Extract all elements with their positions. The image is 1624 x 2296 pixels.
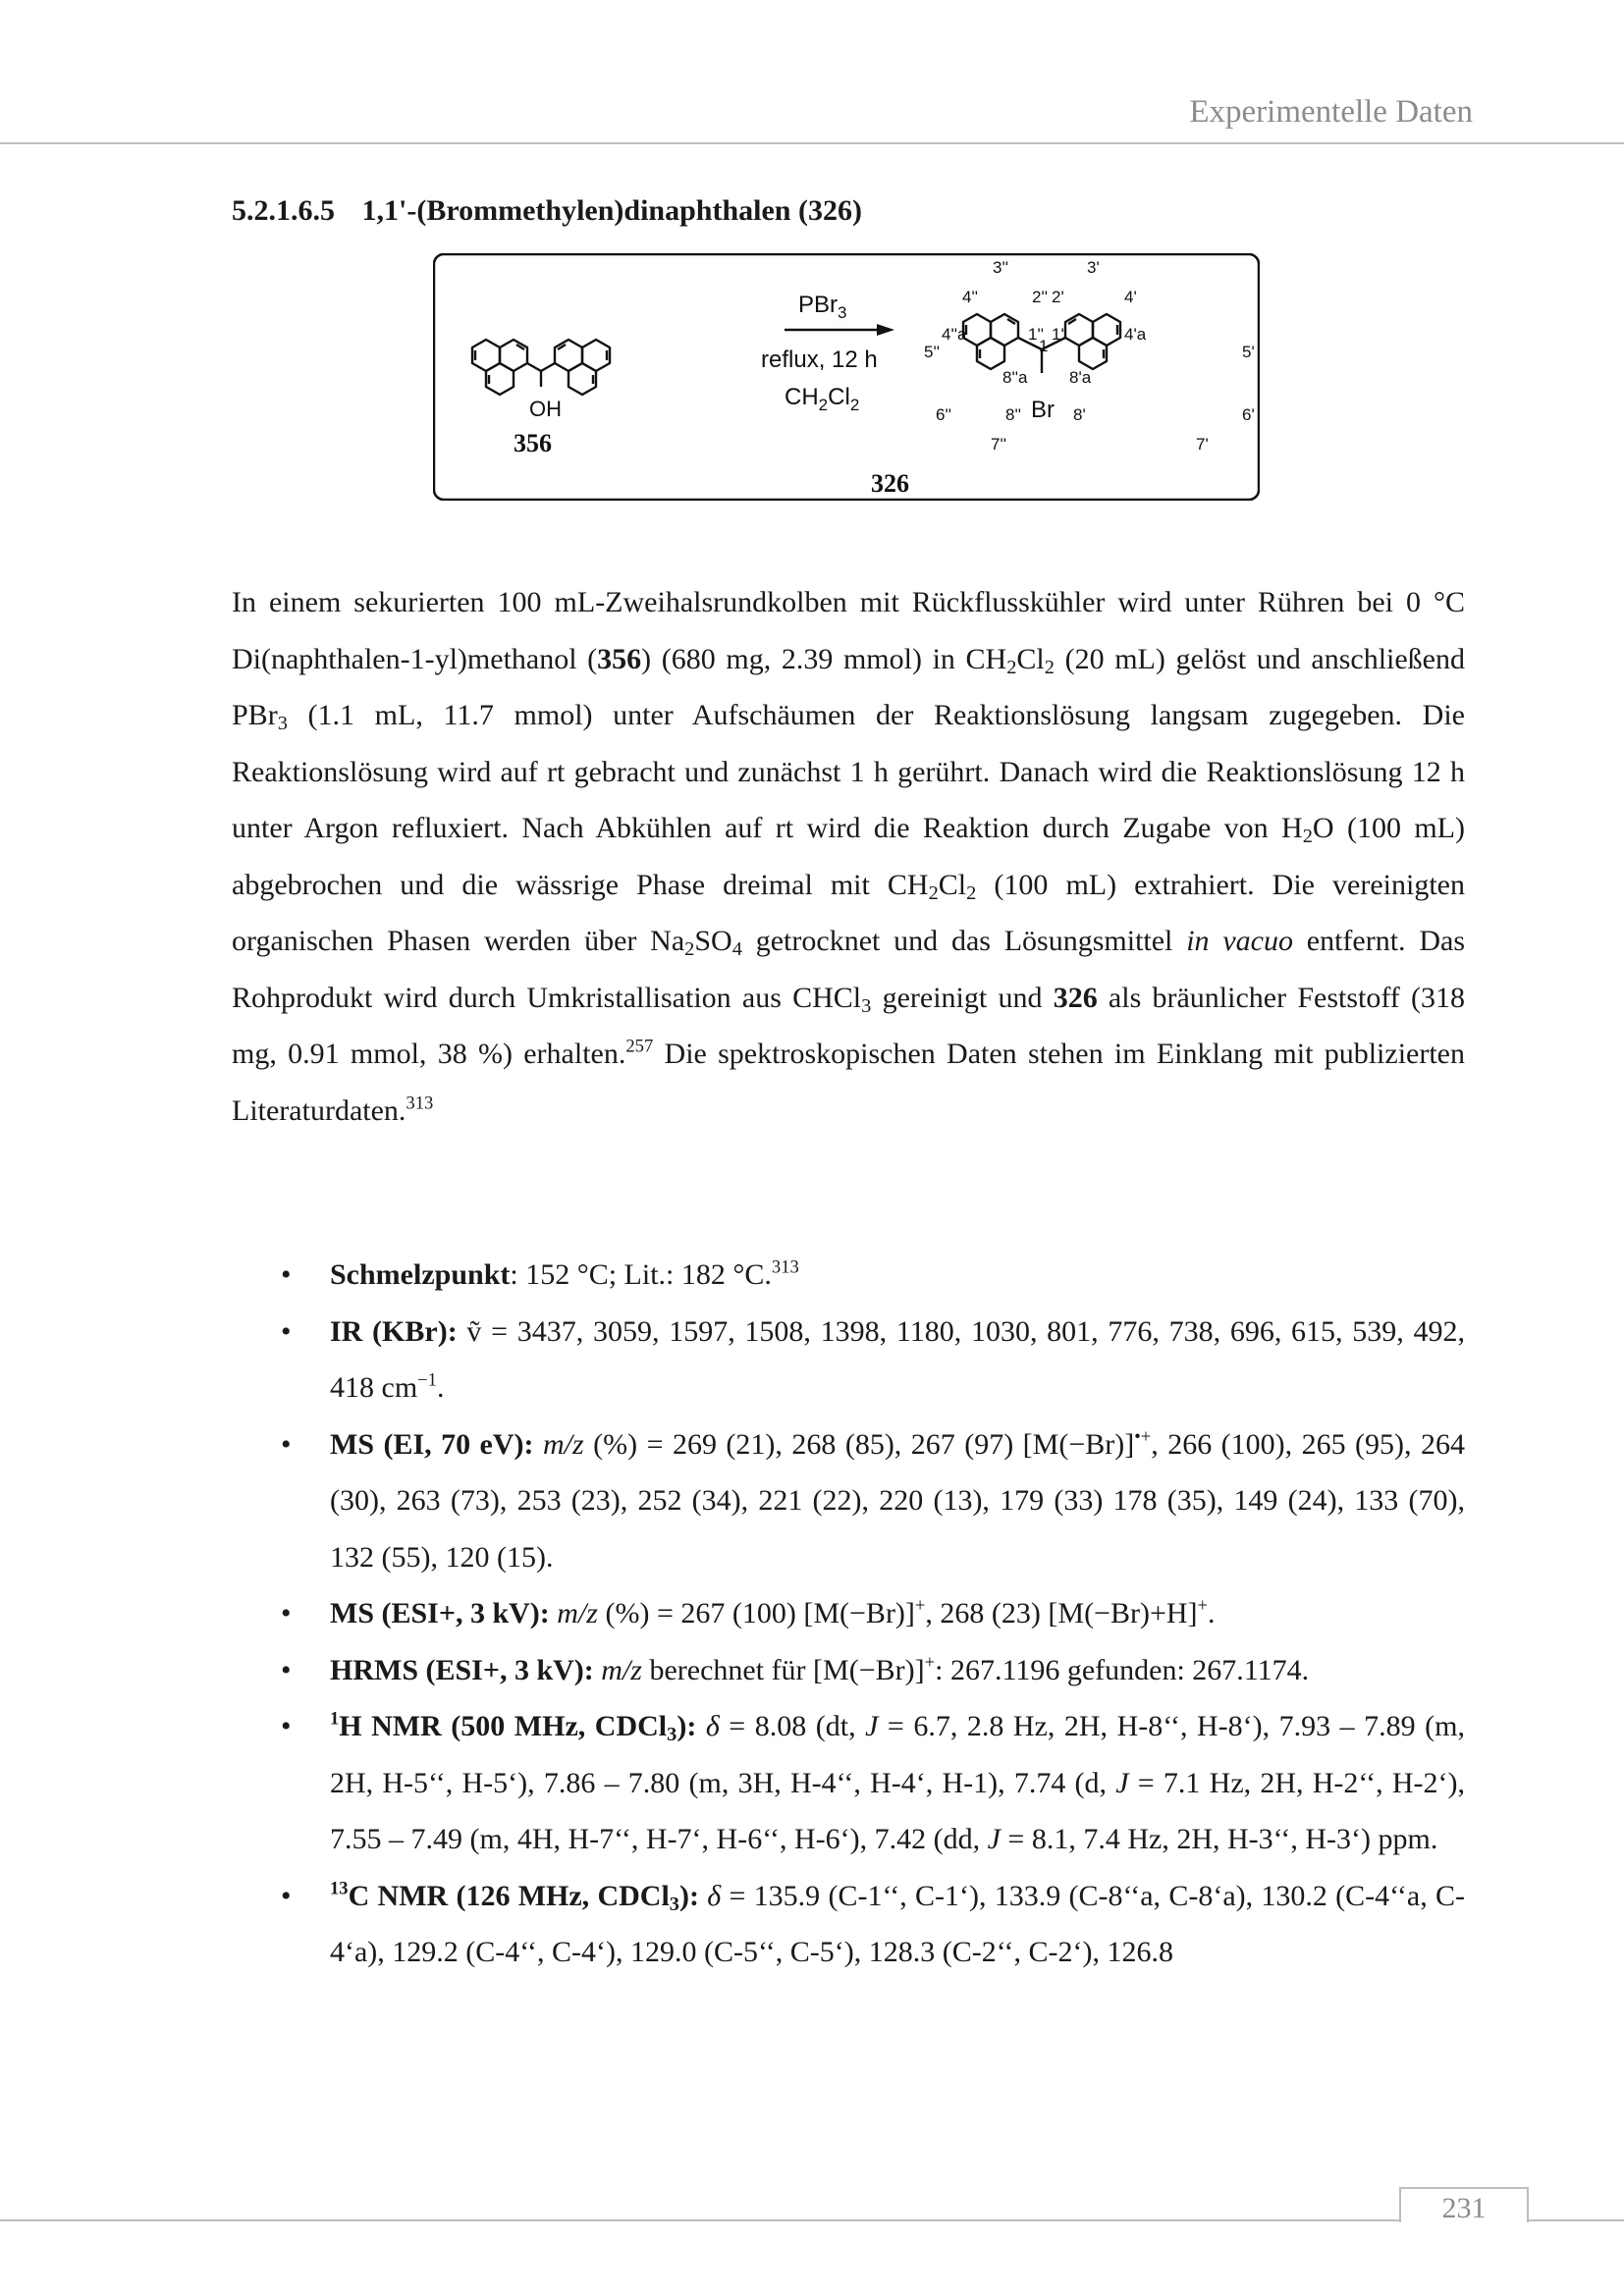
locant-labels	[924, 258, 1255, 454]
procedure-text: In einem sekurierten 100 mL-Zweihalsrundkolben mit Rückflusskühler wird unter Rühren bei 0 °C Di(naphthalen-1-yl)methanol (356) (680 mg, 2.39 mmol) in $CH_2Cl_2$ (20 mL) gelöst und anschließend PBr$_3$ (1.1 mL, 11.7 mmol) unter Aufschäumen der Reaktionslösung langsam zugegeben. Die Reaktionslösung wird auf rt gebracht und zunächst 1 h gerührt. Danach wird die Reaktionslösung 12 h unter Argon refluxiert. Nach Abkühlen auf rt wird die Reaktion durch Zugabe von $H_2O$ (100 mL) abgebrochen und die wässrige Phase dreimal mit $CH_2Cl_2$ (100 mL) extrahiert. Die vereinigten organischen Phasen werden über $Na_2SO_4$ getrocknet und das Lösungsmittel in vacuo entfernt. Das Rohprodukt wird durch Umkristallisation aus CHCl$_3$ gereinigt und 326 als bräunlicher Feststoff (318 mg, 0.91 mmol, 38 %) erhalten.$^{257}$ Die spektroskopischen Daten stehen im Einklang mit publizierten Literaturdaten.$^{313}$	[232, 586, 1466, 1127]
arrow-head	[877, 324, 894, 336]
locant: 7''	[991, 435, 1006, 454]
reactant-label: 356	[514, 429, 552, 457]
list-item-hrms: • HRMS (ESI+, 3 kV): m/z berechnet für [M(−Br)]+: 267.1196 gefunden: 267.1174.	[281, 1651, 1310, 1686]
reaction-scheme-svg	[433, 253, 1260, 501]
locant: 6'	[1242, 405, 1255, 424]
list-item-ms-ei: • MS (EI, 70 eV): m/z (%) = 269 (21), 268 (85), 267 (97) [M(−Br)]•+, 266 (100), 265 (95), 264 (30), 263 (73), 253 (23), 252 (34), 221 (22), 220 (13), 179 (33) 178 (35), 149 (24), 133 (70), 132 (55), 120 (15).	[281, 1425, 1466, 1574]
reaction-scheme	[433, 253, 1260, 506]
section-title: 1,1'-(Brommethylen)dinaphthalen (326)	[361, 194, 862, 227]
locant: 8''a	[1002, 368, 1028, 387]
list-item-melting-point: • Schmelzpunkt: 152 °C; Lit.: 182 °C.$^{313}$	[281, 1256, 799, 1291]
reagent-top-text: PBr$_3$	[798, 292, 847, 322]
locant: 5''	[924, 343, 940, 361]
locant: 2'	[1052, 288, 1064, 306]
locant: 4'	[1124, 288, 1137, 306]
locant: 1'	[1052, 325, 1064, 344]
reactant-structure	[472, 340, 610, 395]
conditions-line-1: reflux, 12 h	[761, 347, 878, 373]
section-number: 5.2.1.6.5	[232, 194, 335, 227]
locant: 1	[1039, 337, 1049, 355]
locant: 3''	[993, 258, 1008, 277]
page-number: 231	[1399, 2187, 1529, 2222]
locant: 7'	[1196, 435, 1209, 454]
list-item-ms-esi: • MS (ESI+, 3 kV): m/z (%) = 267 (100) [M(−Br)]+, 268 (23) [M(−Br)+H]+.	[281, 1595, 1216, 1629]
analytical-data-list	[232, 1247, 1465, 1981]
footer-rule	[0, 2219, 1624, 2221]
list-item-1h-nmr: • $^1$H NMR (500 MHz, CDCl$_3$): δ = 8.08 (dt, J = 6.7, 2.8 Hz, 2H, H-8‘‘, H-8‘), 7.93 – 7.89 (m, 2H, H-5‘‘, H-5‘), 7.86 – 7.80 (m, 3H, H-4‘‘, H-4‘, H-1), 7.74 (d, J = 7.1 Hz, 2H, H-2‘‘, H-2‘), 7.55 – 7.49 (m, 4H, H-7‘‘, H-7‘, H-6‘‘, H-6‘), 7.42 (dd, J = 8.1, 7.4 Hz, 2H, H-3‘‘, H-3‘) ppm.	[281, 1708, 1466, 1855]
locant: 4''a	[942, 325, 967, 344]
product-label: 326	[871, 469, 909, 498]
locant: 8''	[1005, 405, 1021, 424]
product-group-text: Br	[1031, 397, 1055, 423]
running-header: Experimentelle Daten	[1189, 94, 1473, 130]
locant: 4'a	[1124, 325, 1147, 344]
locant: 6''	[936, 405, 951, 424]
list-item-ir: • IR (KBr): ṽ = 3437, 3059, 1597, 1508, 1398, 1180, 1030, 801, 776, 738, 696, 615, 539, 492, 418 $cm^{-1}$.	[281, 1314, 1465, 1404]
locant: 4''	[962, 288, 978, 306]
section-heading	[232, 194, 862, 228]
locant: 5'	[1242, 343, 1255, 361]
locant: 3'	[1087, 258, 1100, 277]
locant: 8'	[1073, 405, 1086, 424]
list-item-13c-nmr: • $^{13}$C NMR (126 MHz, CDCl$_3$): δ = 135.9 (C-1‘‘, C-1‘), 133.9 (C-8‘‘a, C-8‘a), 130.2 (C-4‘‘a, C-4‘a), 129.2 (C-4‘‘, C-4‘), 129.0 (C-5‘‘, C-5‘), 128.3 (C-2‘‘, C-2‘), 126.8	[281, 1877, 1466, 1968]
experimental-paragraph	[232, 574, 1465, 1139]
conditions-line-2: $CH_2Cl_2$	[785, 384, 860, 414]
reactant-group-text: OH	[529, 397, 562, 421]
locant: 1''	[1028, 325, 1044, 344]
locant: 8'a	[1069, 368, 1092, 387]
locant: 2''	[1032, 288, 1048, 306]
header-rule	[0, 142, 1624, 144]
